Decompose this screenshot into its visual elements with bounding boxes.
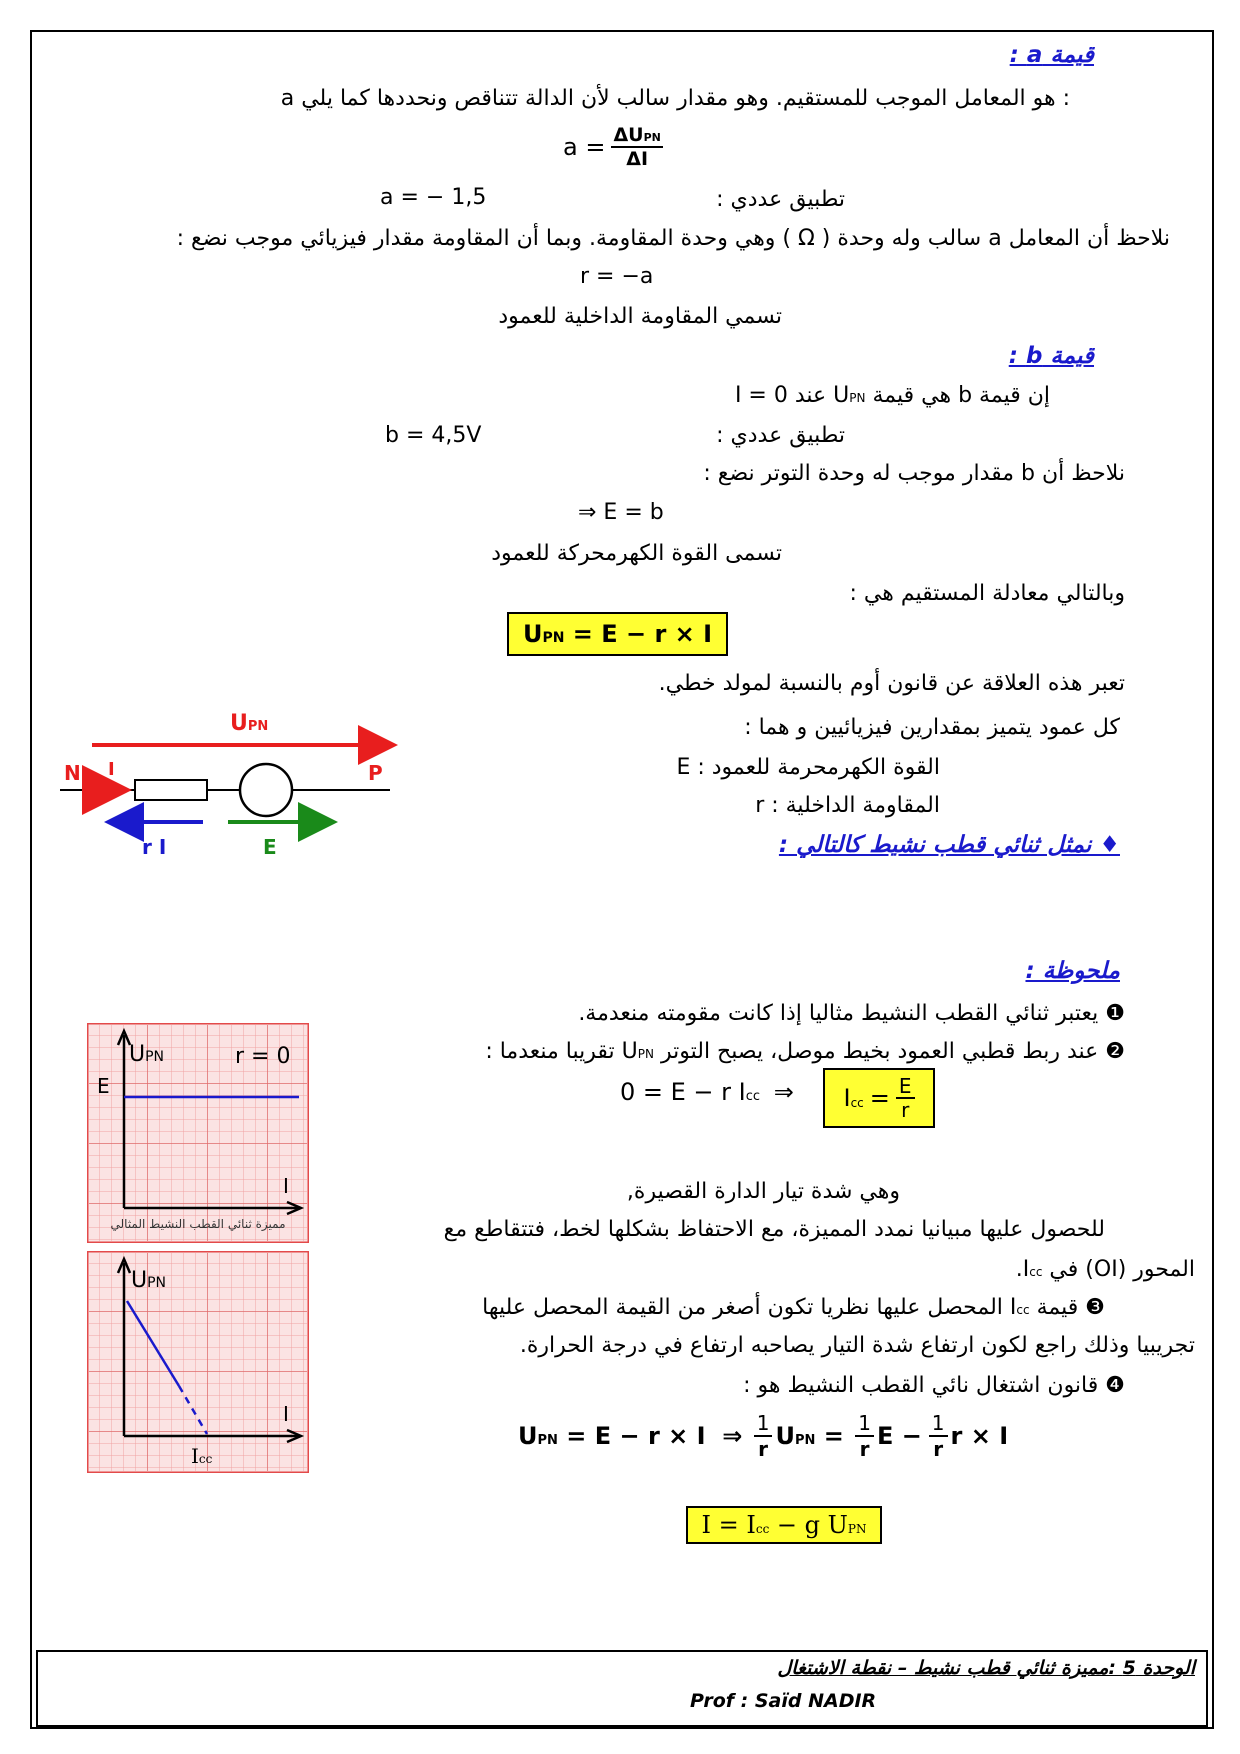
law-eq: = (815, 1422, 853, 1450)
main-equation-box (507, 612, 728, 656)
main-eq-sub: PN (542, 630, 565, 646)
icc-box-eq: = (869, 1084, 890, 1112)
law-frac1-num: 1 (754, 1411, 773, 1437)
section-b-note: نلاحظ أن b مقدار موجب له وحدة التوتر نضع : (703, 461, 1125, 486)
section-b-app-value: b = 4,5V (385, 423, 482, 448)
implies-arrow: ⇒ (773, 1078, 794, 1106)
equation-intro: وبالتالي معادلة المستقيم هي : (849, 581, 1125, 606)
law-frac3-num: 1 (929, 1411, 948, 1437)
section-a-app-value (380, 184, 486, 212)
ohm-law-text: تعبر هذه العلاقة عن قانون أوم بالنسبة لمولد خطي. (658, 671, 1125, 696)
extend-line2 (1016, 1256, 1195, 1286)
formula-a-num-sub: PN (643, 131, 661, 144)
remark-p2-a: ❷ عند ربط قطبي العمود بخيط موصل، يصبح التوتر U (621, 1039, 1125, 1064)
graph1-y-label: UPN (129, 1042, 165, 1067)
icc-eq-left: 0 = E − r I (620, 1078, 746, 1106)
icc-derivation (620, 1075, 800, 1114)
formula-a-den: ΔI (626, 148, 649, 170)
law-u: U (518, 1422, 538, 1450)
graph1-caption: مميزة ثنائي القطب النشيط المثالي (110, 1217, 286, 1231)
law-u-sub: PN (537, 1432, 558, 1448)
final-rest: − g U (769, 1511, 848, 1539)
section-b-line1-end: عند I = 0 (734, 383, 834, 408)
remark-p1: ❶ يعتبر ثنائي القطب النشيط مثاليا إذا كانت مقومته منعدمة. (578, 1001, 1125, 1026)
r-equation: r = −a (580, 264, 654, 289)
short-circuit-text: وهي شدة تيار الدارة القصيرة, (626, 1179, 900, 1204)
extend-line2-b: . (1015, 1257, 1023, 1282)
law-u2: U (775, 1422, 795, 1450)
icc-box (823, 1068, 935, 1128)
remark-p3-sub: cc (1016, 1303, 1030, 1317)
law-frac1-den: r (758, 1437, 769, 1461)
extend-line2-a: المحور (OI) في I (1022, 1257, 1195, 1282)
icc-box-sub: cc (850, 1096, 864, 1110)
section-a-app-label: تطبيق عددي : (716, 187, 845, 212)
dipole-circuit-diagram (60, 700, 450, 870)
section-b-line1 (735, 382, 1050, 412)
section-b-line1-sub: PN (849, 391, 866, 405)
law-end: r × I (950, 1422, 1009, 1450)
graph1-e-label: E (97, 1074, 110, 1098)
final-law-box (686, 1506, 882, 1544)
remark-p2-sub: PN (637, 1047, 654, 1061)
formula-a-num: ΔU (613, 124, 644, 146)
graph1-r-label: r = 0 (235, 1044, 291, 1069)
formula-a-lhs: a = (563, 133, 606, 161)
remark-p3-continued: تجريبيا وذلك راجع لكون ارتفاع شدة التيار يصاحبه ارتفاع في درجة الحرارة. (519, 1333, 1195, 1358)
e-equation: ⇒ E = b (578, 500, 664, 525)
section-b-title: قيمة b : (1008, 343, 1094, 369)
section-a-line1: a هو المعامل الموجب للمستقيم. وهو مقدار سالب لأن الدالة تتناقص ونحددها كما يلي : (280, 86, 1070, 111)
resistor-symbol (135, 780, 207, 800)
generator-symbol (240, 764, 292, 816)
icc-box-num: E (896, 1075, 915, 1099)
graph2-y-label: UPN (131, 1268, 167, 1293)
item-e: E : القوة الكهرمحرمة للعمود (676, 755, 940, 780)
main-eq-u: U (522, 620, 543, 648)
i-label: I (108, 759, 115, 780)
remark-p3-b: المحصل عليها نظريا تكون أصغر من القيمة المحصل عليها (482, 1295, 1010, 1320)
law-frac2-den: r (859, 1437, 870, 1461)
represent-heading: ♦ نمثل ثنائي قطب نشيط كالتالي : (778, 832, 1120, 858)
e-label: E (263, 835, 277, 859)
final-sub2: PN (847, 1522, 867, 1536)
r-name: تسمي المقاومة الداخلية للعمود (498, 304, 782, 329)
item-r: r : المقاومة الداخلية (755, 793, 940, 818)
law-u2-sub: PN (794, 1432, 816, 1448)
final-i: I = I (701, 1511, 756, 1539)
operating-law (518, 1404, 1008, 1468)
icc-box-i: I (843, 1084, 851, 1112)
real-characteristic-graph (87, 1251, 309, 1473)
graph1-x-label: I (283, 1174, 289, 1198)
remark-title: ملحوظة : (1025, 958, 1120, 984)
ri-label: r I (142, 835, 167, 859)
final-sub: cc (755, 1522, 770, 1536)
extend-line1: للحصول عليها مبيانيا نمدد المميزة، مع الاحتفاظ بشكلها لخط، فتتقاطع مع (443, 1217, 1105, 1242)
main-eq-rest: = E − r × I (564, 620, 713, 648)
graph2-icc-label: Icc (191, 1444, 213, 1468)
extend-line2-sub: cc (1029, 1265, 1043, 1279)
two-quantities: كل عمود يتميز بمقدارين فيزيائيين و هما : (744, 715, 1120, 740)
remark-p2 (485, 1038, 1125, 1068)
remark-p2-b: تقريبا منعدما : (485, 1039, 622, 1064)
formula-a (563, 118, 663, 176)
footer-unit: الوحدة 5 :مميزة ثنائي قطب نشيط – نقطة الاشتغال (777, 1657, 1195, 1679)
upn-label: UPN (230, 711, 269, 736)
icc-box-den: r (901, 1098, 910, 1122)
ideal-characteristic-graph (87, 1023, 309, 1243)
e-name: تسمى القوة الكهرمحركة للعمود (491, 541, 782, 566)
footer-prof: Prof : Saïd NADIR (690, 1690, 877, 1712)
n-terminal-label: N (64, 761, 81, 785)
remark-p3-a: ❸ قيمة I (1009, 1295, 1105, 1320)
icc-eq-sub: cc (745, 1089, 761, 1104)
law-mid: = E − r × I ⇒ (557, 1422, 751, 1450)
remark-p4: ❹ قانون اشتغال نائي القطب النشيط هو : (743, 1373, 1125, 1398)
remark-p3 (482, 1294, 1105, 1324)
section-a-title: قيمة a : (1009, 42, 1094, 68)
law-frac3-den: r (933, 1437, 944, 1461)
law-frac2-num: 1 (855, 1411, 874, 1437)
section-a-app-value-text: a = − 1,5 (380, 185, 487, 210)
law-e: E − (876, 1422, 922, 1450)
graph2-x-label: I (283, 1402, 289, 1426)
section-b-line1-a: إن قيمة b هي قيمة U (833, 383, 1050, 408)
section-a-note: نلاحظ أن المعامل a سالب وله وحدة ( Ω ) وهي وحدة المقاومة. وبما أن المقاومة مقدار فيزيائي موجب نضع : (176, 226, 1170, 251)
p-terminal-label: P (368, 761, 383, 785)
section-b-app-label: تطبيق عددي : (716, 423, 845, 448)
